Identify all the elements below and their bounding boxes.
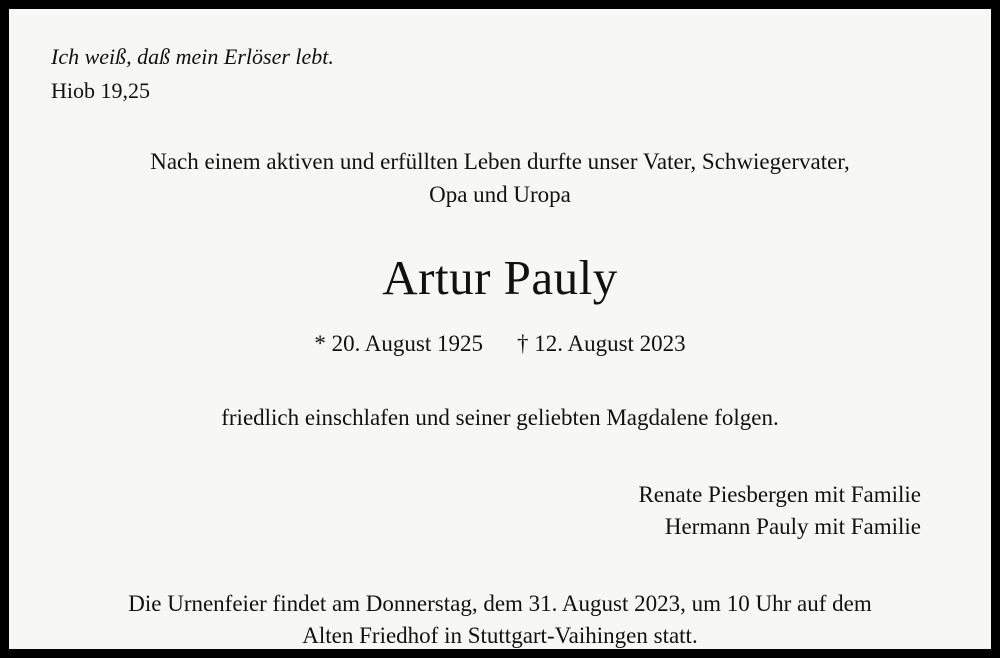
obituary-content xyxy=(51,43,949,648)
bible-verse-reference: Hiob 19,25 xyxy=(51,77,150,103)
bible-verse: Ich weiß, daß mein Erlöser lebt. xyxy=(51,44,334,69)
intro-line-2: Opa und Uropa xyxy=(429,181,571,207)
death-date: † 12. August 2023 xyxy=(517,331,686,357)
birth-date: * 20. August 1925 xyxy=(314,331,483,357)
life-dates xyxy=(51,331,949,357)
family-member-2: Hermann Pauly mit Familie xyxy=(664,514,921,540)
intro-text xyxy=(51,146,949,211)
deceased-name: Artur Pauly xyxy=(382,250,618,306)
family-member-1: Renate Piesbergen mit Familie xyxy=(638,482,921,508)
intro-line-1: Nach einem aktiven und erfüllten Leben durfte unser Vater, Schwiegervater, xyxy=(150,149,850,174)
closing-sentence: friedlich einschlafen und seiner geliebten Magdalene folgen. xyxy=(221,405,779,431)
surviving-family xyxy=(51,479,921,543)
ceremony-line-2: Alten Friedhof in Stuttgart-Vaihingen statt. xyxy=(302,622,698,648)
ceremony-details xyxy=(51,588,949,652)
ceremony-line-1: Die Urnenfeier findet am Donnerstag, dem 31. August 2023, um 10 Uhr auf dem xyxy=(128,590,872,616)
